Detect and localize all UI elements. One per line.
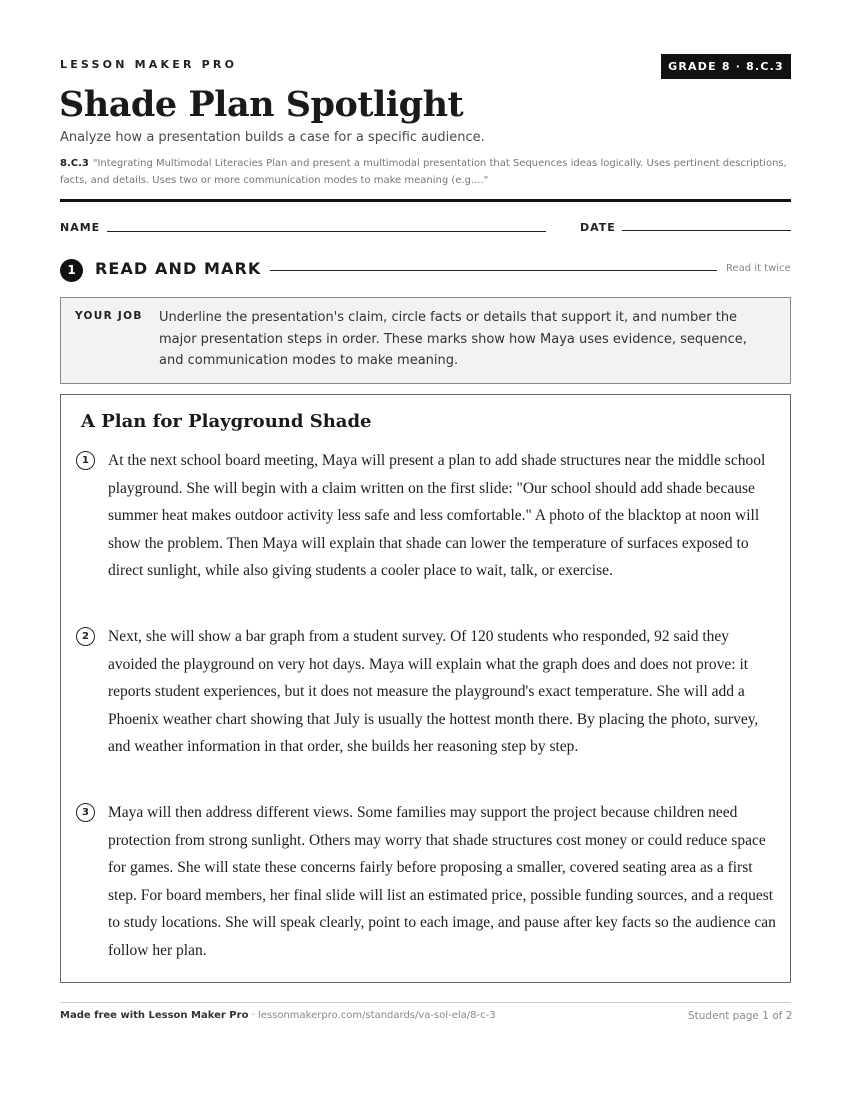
paragraph-number-3: 3 (76, 803, 95, 822)
footer-divider (60, 1002, 791, 1003)
standard-code: 8.C.3 (60, 158, 89, 169)
passage-title: A Plan for Playground Shade (81, 411, 372, 432)
section-title: READ AND MARK (95, 259, 262, 278)
section-note: Read it twice (726, 263, 791, 274)
standard-text: "Integrating Multimodal Literacies Plan and present a multimodal presentation that Sequences ideas logically. Uses pertinent descriptions, facts, and details. Uses two or more communication modes to make meaning (e.g...." (60, 158, 787, 186)
page-subtitle: Analyze how a presentation builds a case for a specific audience. (60, 130, 485, 145)
section-divider (270, 270, 717, 271)
standard-description (60, 155, 792, 189)
paragraph-number-1: 1 (76, 451, 95, 470)
page-indicator: Student page 1 of 2 (688, 1010, 793, 1022)
brand-name: LESSON MAKER PRO (60, 58, 238, 71)
page-title: Shade Plan Spotlight (59, 84, 464, 125)
passage-paragraph-2: Next, she will show a bar graph from a student survey. Of 120 students who responded, 92 said they avoided the playground on very hot days. Maya will explain what the graph does and does not prove: it reports student experiences, but it does not measure the playground's exact temperature. She will add a Phoenix weather chart showing that July is usually the hottest month there. By placing the photo, survey, and weather information in that order, she builds her reasoning step by step. (108, 628, 759, 756)
grade-badge: GRADE 8 · 8.C.3 (661, 54, 791, 79)
footer-url[interactable]: · lessonmakerpro.com/standards/va-sol-ela/8-c-3 (248, 1010, 496, 1021)
paragraph-number-2: 2 (76, 627, 95, 646)
section-number-badge: 1 (60, 259, 83, 282)
instructions-text: Underline the presentation's claim, circle facts or details that support it, and number the major presentation steps in order. These marks show how Maya uses evidence, sequence, and communication modes to make meaning. (159, 310, 747, 368)
passage-paragraph-3: Maya will then address different views. Some families may support the project because children need protection from strong sunlight. Others may worry that shade structures cost money or could reduce space for games. She will state these concerns fairly before proposing a smaller, covered seating area as a first step. For board members, her final slide will list an estimated price, possible funding sources, and a request to study locations. She will speak clearly, point to each image, and pause after key facts so the audience can follow her plan. (108, 804, 776, 959)
name-field[interactable] (107, 231, 546, 232)
date-label: DATE (580, 221, 616, 234)
footer-credit (60, 1010, 496, 1021)
footer-brand: Made free with Lesson Maker Pro (60, 1010, 249, 1021)
instructions-label: YOUR JOB (75, 310, 143, 322)
passage-paragraph-1: At the next school board meeting, Maya will present a plan to add shade structures near the middle school playground. She will begin with a claim written on the first slide: "Our school should add shade because summer heat makes outdoor activity less safe and less comfortable." A photo of the blacktop at noon will show the problem. Then Maya will explain that shade can lower the temperature of surfaces exposed to direct sunlight, while also giving students a cooler place to wait, talk, or exercise. (108, 452, 766, 580)
date-field[interactable] (622, 230, 791, 231)
header-divider (60, 199, 791, 202)
name-label: NAME (60, 221, 101, 234)
